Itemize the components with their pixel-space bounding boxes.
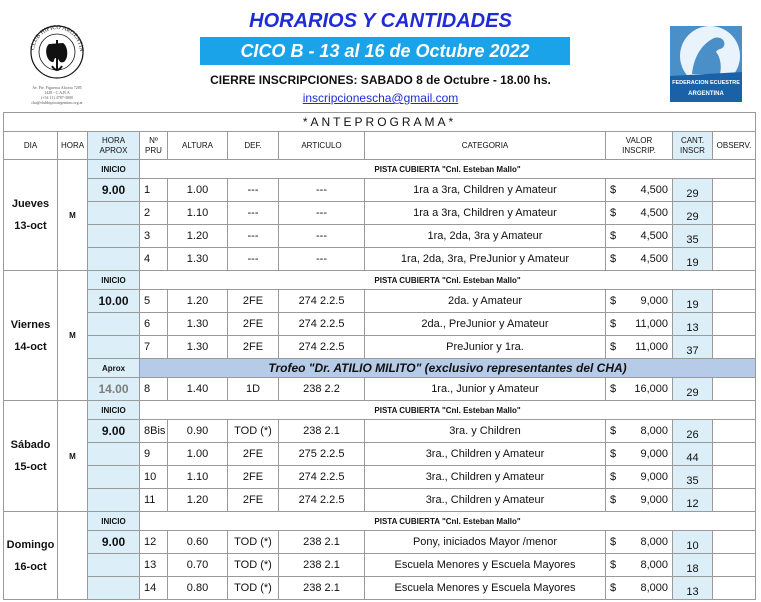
empty-cell [713,443,756,466]
table-cell: 37 [673,336,713,359]
table-cell: 7 [140,336,168,359]
table-cell: APROX [99,145,128,155]
empty-cell [713,378,756,401]
table-row [4,489,756,512]
table-cell: INSCRIP. [622,145,656,155]
table-row [4,420,756,443]
empty-cell [713,420,756,443]
table-row [4,443,756,466]
table-row [4,531,756,554]
header-hora: HORA [58,132,88,160]
table-cell: 29 [673,378,713,401]
inicio-label: INICIO [88,160,140,179]
trofeo-time: 14.00 [88,378,140,401]
table-cell: PRU [145,145,162,155]
table-cell: 1 [140,179,168,202]
table-cell: 1ra a 3ra, Children y Amateur [365,179,606,202]
header-dia: DIA [4,132,58,160]
table-cell: 0.80 [168,577,228,600]
table-cell: 12 [140,531,168,554]
table-cell: 13 [673,313,713,336]
table-cell: 1.10 [168,466,228,489]
empty-cell [713,225,756,248]
table-cell: 19 [673,290,713,313]
table-cell: Escuela Menores y Escuela Mayores [365,577,606,600]
table-cell: 3ra., Children y Amateur [365,489,606,512]
inicio-label: INICIO [88,271,140,290]
table-cell: 274 2.2.5 [279,336,365,359]
event-banner: CICO B - 13 al 16 de Octubre 2022 [200,37,570,65]
table-cell: $ [606,225,623,248]
table-cell: 14 [140,577,168,600]
table-cell: 9,000 [623,466,673,489]
table-cell: 2FE [228,290,279,313]
table-cell: $ [606,290,623,313]
table-cell: --- [279,202,365,225]
federation-logo-line1: FEDERACION ECUESTRE [672,80,740,86]
table-cell: 4 [140,248,168,271]
table-cell: 2FE [228,336,279,359]
table-cell: 2da. y Amateur [365,290,606,313]
empty-cell [713,248,756,271]
table-row [4,466,756,489]
empty-cell [88,248,140,271]
table-cell: 9,000 [623,489,673,512]
table-cell: 44 [673,443,713,466]
table-cell: --- [228,202,279,225]
table-cell: 238 2.1 [279,577,365,600]
empty-cell [88,554,140,577]
table-cell: 15-oct [14,461,47,473]
club-logo-text: CLUB HIPICO ARGENTIN [30,24,85,52]
hora-cell: M [58,160,88,271]
table-cell: $ [606,336,623,359]
table-cell: 35 [673,466,713,489]
table-cell: 238 2.1 [279,420,365,443]
hora-cell: M [58,271,88,401]
table-cell: VALOR [625,135,653,145]
table-cell: 2FE [228,443,279,466]
table-cell: 8,000 [623,420,673,443]
table-cell: 16,000 [623,378,673,401]
table-row [4,248,756,271]
trofeo-label: Trofeo "Dr. ATILIO MILITO" (exclusivo representantes del CHA) [140,359,756,378]
table-cell: 12 [673,489,713,512]
inicio-label: INICIO [88,512,140,531]
table-cell: 1.00 [168,443,228,466]
table-cell: 1.40 [168,378,228,401]
table-cell: $ [606,420,623,443]
table-cell: Domingo [6,538,55,551]
header-cant [673,132,713,160]
pista-label: PISTA CUBIERTA "Cnl. Esteban Mallo" [140,512,756,531]
table-cell: 2FE [228,466,279,489]
table-cell: $ [606,531,623,554]
table-cell: 0.70 [168,554,228,577]
club-email-line: cha@clubhipicoargentino.org.ar [31,100,83,105]
table-cell: 13-oct [14,220,47,232]
table-cell: 10 [673,531,713,554]
table-cell: 1.00 [168,179,228,202]
table-cell: 13 [673,577,713,600]
table-cell: 1ra., Junior y Amateur [365,378,606,401]
start-time: 10.00 [88,290,140,313]
header-valor [606,132,673,160]
table-cell: 3 [140,225,168,248]
table-cell: Pony, iniciados Mayor /menor [365,531,606,554]
inicio-label: INICIO [88,401,140,420]
empty-cell [88,313,140,336]
start-time: 9.00 [88,531,140,554]
table-cell: 274 2.2.5 [279,466,365,489]
start-time: 9.00 [88,179,140,202]
day-cell [4,401,58,512]
table-cell: 2FE [228,489,279,512]
club-address-line: Av. Pte. Figueroa Alcorta 7285 [32,85,82,90]
table-cell: 9,000 [623,443,673,466]
table-cell: --- [228,248,279,271]
table-cell: 9,000 [623,290,673,313]
table-cell: 8,000 [623,531,673,554]
table-cell: $ [606,443,623,466]
empty-cell [88,202,140,225]
table-cell: 1ra a 3ra, Children y Amateur [365,202,606,225]
table-cell: 8,000 [623,577,673,600]
table-cell: 29 [673,179,713,202]
table-row [4,179,756,202]
email-link[interactable]: inscripcionescha@gmail.com [302,91,459,105]
table-cell: 11,000 [623,336,673,359]
table-cell: 238 2.2 [279,378,365,401]
empty-cell [713,531,756,554]
table-cell: 1.20 [168,290,228,313]
hora-cell [58,512,88,600]
table-cell: --- [279,248,365,271]
table-row [4,554,756,577]
table-cell: 35 [673,225,713,248]
federation-logo-line2: ARGENTINA [688,91,724,97]
table-cell: 1.20 [168,489,228,512]
start-time: 9.00 [88,420,140,443]
table-row [4,336,756,359]
table-cell: PreJunior y 1ra. [365,336,606,359]
header-observ: OBSERV. [713,132,756,160]
table-cell: TOD (*) [228,554,279,577]
registration-deadline: CIERRE INSCRIPCIONES: SABADO 8 de Octubre - 18.00 hs. [210,73,551,87]
table-cell: 5 [140,290,168,313]
table-cell: 1.30 [168,248,228,271]
table-row [4,225,756,248]
table-cell: 1.30 [168,313,228,336]
table-cell: Escuela Menores y Escuela Mayores [365,554,606,577]
day-cell [4,271,58,401]
empty-cell [713,577,756,600]
table-cell: --- [228,179,279,202]
header-hora-aprox [88,132,140,160]
table-header-row [4,132,756,160]
table-cell: $ [606,378,623,401]
table-cell: Nº [149,135,158,145]
table-cell: 0.60 [168,531,228,554]
table-row [4,202,756,225]
table-row [4,378,756,401]
table-cell: 4,500 [623,225,673,248]
header-articulo: ARTICULO [279,132,365,160]
table-cell: 1.30 [168,336,228,359]
table-cell: 2da., PreJunior y Amateur [365,313,606,336]
table-cell: $ [606,466,623,489]
table-row [4,290,756,313]
table-cell: $ [606,489,623,512]
table-cell: 238 2.1 [279,554,365,577]
table-cell: 8,000 [623,554,673,577]
empty-cell [713,290,756,313]
table-cell: 3ra. y Children [365,420,606,443]
club-city-line: 1428 - C.A.B.A [44,90,70,95]
table-cell: Sábado [10,439,51,451]
table-cell: --- [228,225,279,248]
pista-label: PISTA CUBIERTA "Cnl. Esteban Mallo" [140,401,756,420]
table-cell: 3ra., Children y Amateur [365,443,606,466]
table-cell: $ [606,313,623,336]
table-cell: 19 [673,248,713,271]
table-cell: TOD (*) [228,577,279,600]
table-cell: 274 2.2.5 [279,290,365,313]
empty-cell [713,554,756,577]
table-cell: HORA [101,135,126,145]
header-npru [140,132,168,160]
hora-cell: M [58,401,88,512]
empty-cell [88,577,140,600]
empty-cell [713,466,756,489]
empty-cell [88,443,140,466]
table-cell: 11,000 [623,313,673,336]
table-cell: 1ra, 2da, 3ra, PreJunior y Amateur [365,248,606,271]
pista-label: PISTA CUBIERTA "Cnl. Esteban Mallo" [140,160,756,179]
day-cell [4,512,58,600]
table-cell: 274 2.2.5 [279,489,365,512]
empty-cell [88,336,140,359]
table-cell: TOD (*) [228,531,279,554]
table-cell: 10 [140,466,168,489]
table-cell: 1.10 [168,202,228,225]
table-cell: 18 [673,554,713,577]
table-cell: $ [606,202,623,225]
table-cell: $ [606,248,623,271]
table-cell: 4,500 [623,179,673,202]
header-def: DEF. [228,132,279,160]
table-cell: 3ra., Children y Amateur [365,466,606,489]
empty-cell [88,489,140,512]
empty-cell [713,179,756,202]
table-cell: 4,500 [623,248,673,271]
table-cell: 8Bis [140,420,168,443]
table-cell: 2FE [228,313,279,336]
page-title: HORARIOS Y CANTIDADES [249,10,512,32]
table-cell: INSCR [680,145,705,155]
table-cell: $ [606,179,623,202]
table-cell: 1D [228,378,279,401]
table-cell: 6 [140,313,168,336]
table-cell: 1ra, 2da, 3ra y Amateur [365,225,606,248]
table-cell: 4,500 [623,202,673,225]
table-cell: 16-oct [14,560,47,573]
table-cell: $ [606,577,623,600]
pista-label: PISTA CUBIERTA "Cnl. Esteban Mallo" [140,271,756,290]
table-cell: 13 [140,554,168,577]
table-cell: 0.90 [168,420,228,443]
table-row [4,577,756,600]
table-cell: $ [606,554,623,577]
table-cell: 2 [140,202,168,225]
table-cell: 275 2.2.5 [279,443,365,466]
table-row [4,313,756,336]
header-altura: ALTURA [168,132,228,160]
empty-cell [713,202,756,225]
table-cell: Viernes [10,318,51,331]
empty-cell [88,225,140,248]
club-phone-line: (+54 11) 4787-3000 [40,95,74,100]
table-cell: 9 [140,443,168,466]
table-cell: 14-oct [14,340,47,353]
empty-cell [88,466,140,489]
table-cell: 238 2.1 [279,531,365,554]
aprox-label: Aprox [88,359,140,378]
table-cell: 1.20 [168,225,228,248]
table-cell: 8 [140,378,168,401]
table-cell: 274 2.2.5 [279,313,365,336]
schedule-table [3,112,756,600]
table-cell: --- [279,179,365,202]
empty-cell [713,489,756,512]
table-cell: --- [279,225,365,248]
header-categoria: CATEGORIA [365,132,606,160]
table-cell: 29 [673,202,713,225]
empty-cell [713,336,756,359]
table-cell: TOD (*) [228,420,279,443]
table-cell: Jueves [11,198,50,210]
table-cell: CANT. [680,135,705,145]
anteprograma-heading: *ANTEPROGRAMA* [4,113,756,132]
day-cell [4,160,58,271]
table-cell: 26 [673,420,713,443]
table-cell: 11 [140,489,168,512]
empty-cell [713,313,756,336]
